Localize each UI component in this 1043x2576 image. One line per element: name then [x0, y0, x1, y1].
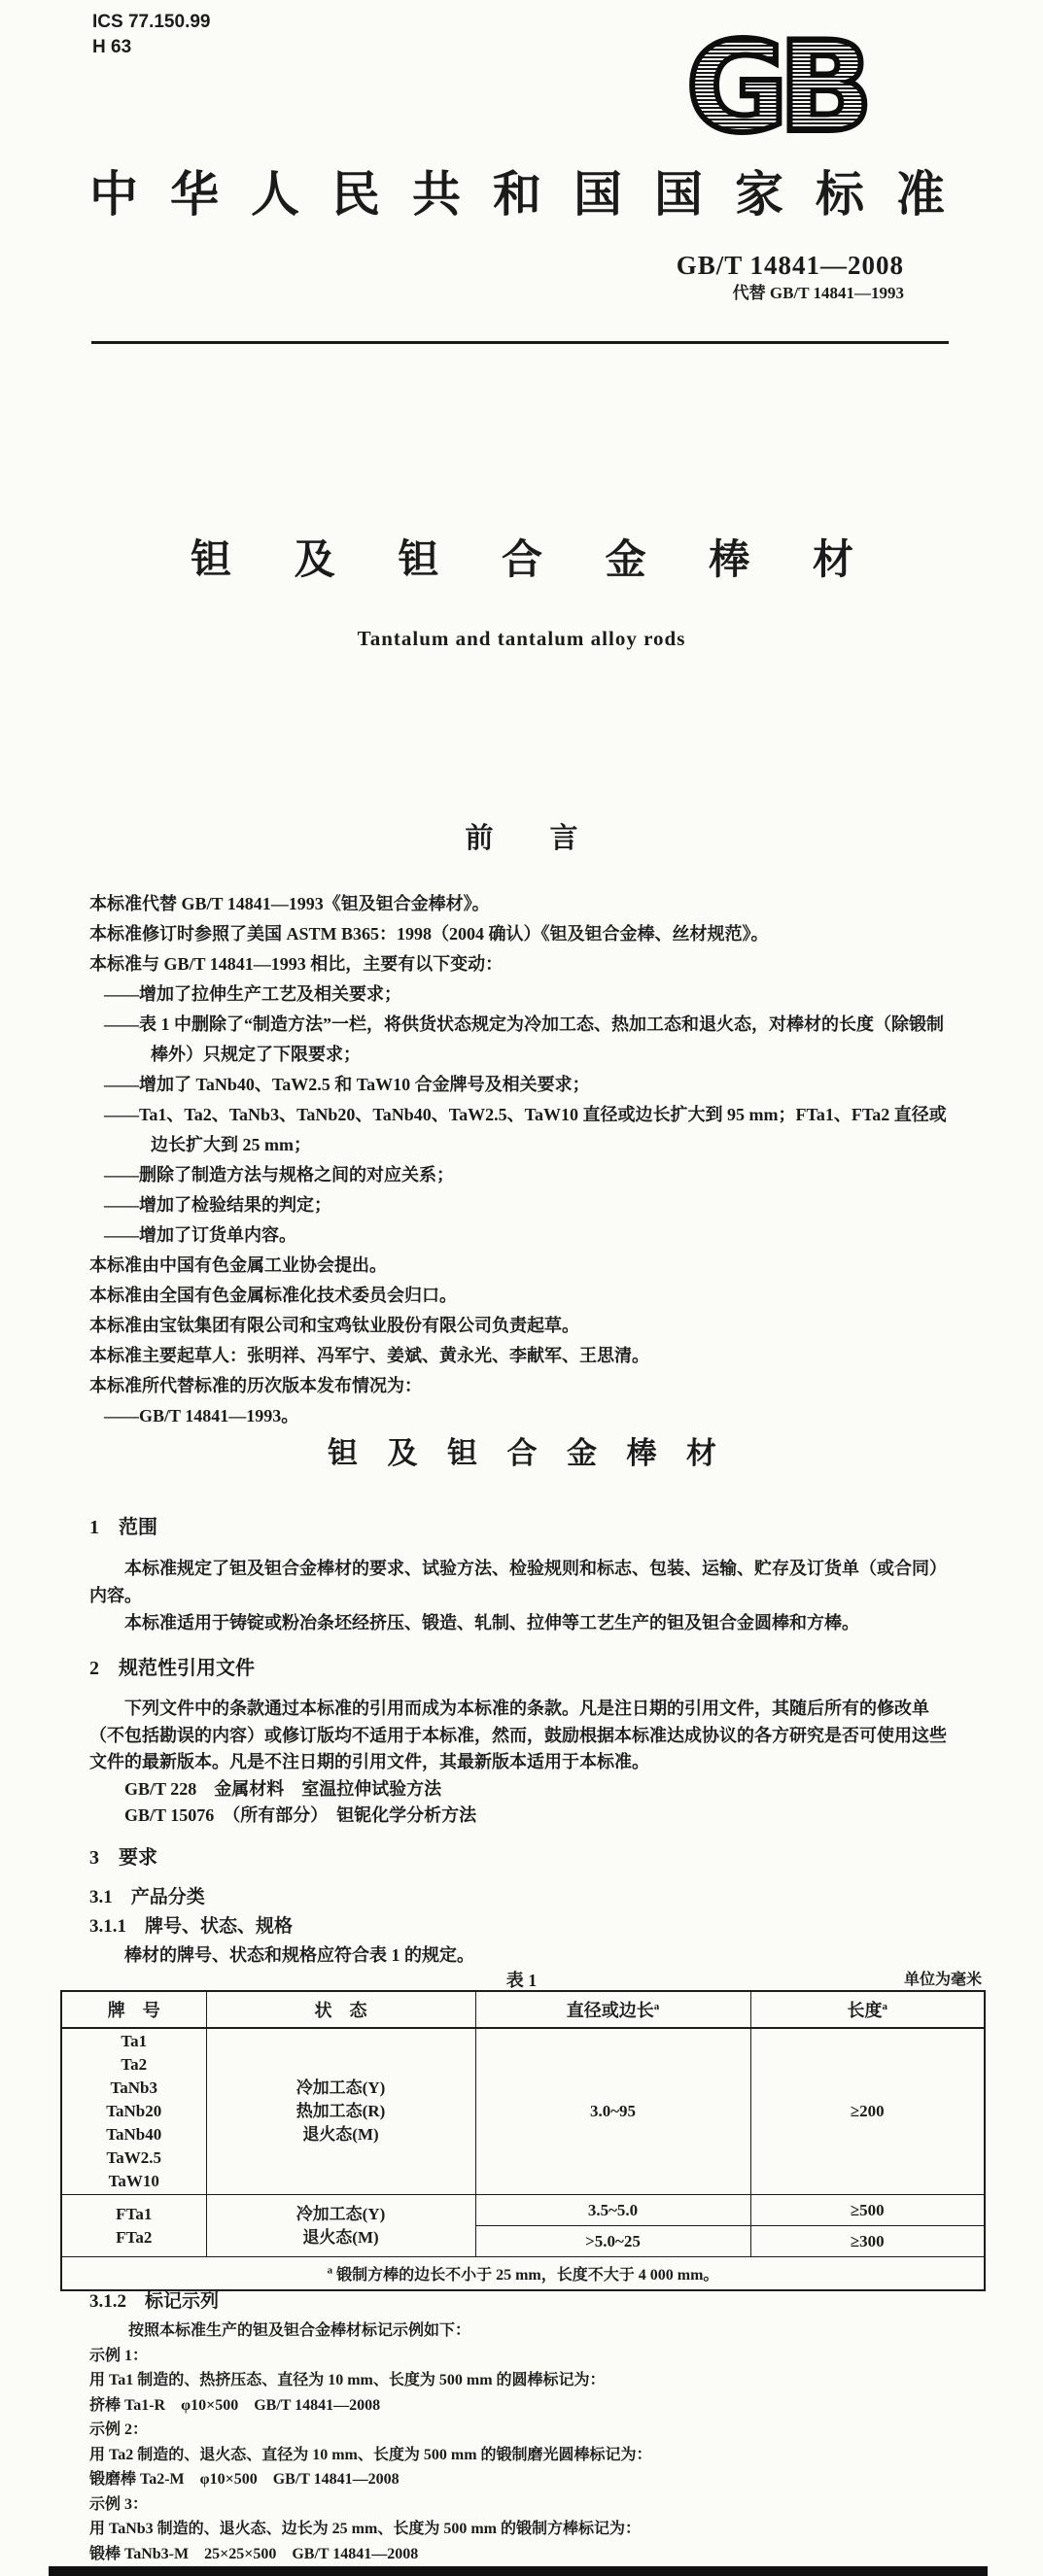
section-1-paragraph: 本标准适用于铸锭或粉冶条坯经挤压、锻造、轧制、拉伸等工艺生产的钽及钽合金圆棒和方棒。 [124, 1613, 859, 1632]
heading-char: 国 [654, 167, 703, 222]
example-label: 示例 3： [89, 2495, 149, 2513]
heading-char: 准 [896, 167, 945, 222]
document-title-en: Tantalum and tantalum alloy rods [357, 627, 686, 650]
body-title-char: 材 [686, 1436, 716, 1470]
state: 冷加工态(Y) [296, 2204, 386, 2223]
length-cell: ≥300 [750, 2226, 985, 2257]
section-1-heading: 1 范围 [89, 1517, 157, 1538]
grade: TaNb20 [106, 2102, 162, 2120]
foreword-line: ——Ta1、Ta2、TaNb3、TaNb20、TaNb40、TaW2.5、TaW10 直径或边长扩大到 95 mm；FTa1、FTa2 直径或边长扩大到 25 mm； [104, 1105, 947, 1154]
table-footnote: $^a$ 锻制方棒的边长不小于 25 mm，长度不大于 4 000 mm。 [61, 2257, 985, 2291]
example-item [89, 2344, 955, 2419]
foreword-heading: 前 言 [465, 823, 578, 854]
state: 退火态(M) [302, 2227, 379, 2247]
body-title-cn [328, 1436, 716, 1471]
foreword-line: 本标准由全国有色金属标准化技术委员会归口。 [89, 1286, 457, 1305]
foreword-line: ——删除了制造方法与规格之间的对应关系； [104, 1165, 454, 1185]
title-char: 钽 [191, 538, 232, 583]
title-char: 钽 [398, 538, 439, 583]
grade: TaNb3 [110, 2078, 157, 2097]
states-cell [206, 2195, 475, 2257]
grade: Ta1 [121, 2032, 148, 2050]
states-cell [206, 2028, 475, 2195]
standard-number: GB/T 14841—2008 [676, 251, 904, 280]
heading-char: 家 [735, 167, 783, 222]
length-cell: ≥500 [750, 2195, 985, 2226]
foreword-line: ——GB/T 14841—1993。 [104, 1406, 299, 1425]
foreword-line: 本标准由中国有色金属工业协会提出。 [89, 1255, 387, 1275]
section-3-heading: 3 要求 [89, 1847, 157, 1869]
table-1 [60, 1990, 986, 2291]
replaces-note: 代替 GB/T 14841—1993 [732, 284, 904, 302]
section-3-1-1-paragraph: 棒材的牌号、状态和规格应符合表 1 的规定。 [124, 1945, 474, 1965]
section-1-body [89, 1555, 957, 1636]
table-1-unit-note: 单位为毫米 [903, 1972, 982, 1988]
title-char: 合 [501, 538, 542, 583]
example-designation: 锻磨棒 Ta2-M φ10×500 GB/T 14841—2008 [89, 2471, 400, 2488]
ics-codes [92, 10, 210, 60]
col-header-grade: 牌 号 [61, 1991, 206, 2028]
grade: TaW2.5 [106, 2148, 162, 2167]
example-item [89, 2418, 955, 2492]
title-char: 金 [605, 538, 646, 583]
document-title-cn [191, 537, 853, 584]
section-2-body [89, 1696, 957, 1830]
example-description: 用 Ta2 制造的、退火态、直径为 10 mm、长度为 500 mm 的锻制磨光圆棒标记为： [89, 2446, 652, 2463]
section-3-1-heading: 3.1 产品分类 [89, 1887, 205, 1907]
heading-char: 和 [493, 167, 541, 222]
section-2-paragraph: 下列文件中的条款通过本标准的引用而成为本标准的条款。凡是注日期的引用文件，其随后所有的修改单（不包括勘误的内容）或修订版均不适用于本标准，然而，鼓励根据本标准达成协议的各方研究是否可使用这些文件的最新版本。凡是不注日期的引用文件，其最新版本适用于本标准。 [89, 1699, 947, 1771]
foreword-line: 本标准与 GB/T 14841—1993 相比，主要有以下变动： [89, 954, 504, 974]
foreword-line: 本标准代替 GB/T 14841—1993《钽及钽合金棒材》。 [89, 894, 490, 913]
col-header-state: 状 态 [206, 1991, 475, 2028]
header-rule [91, 341, 949, 344]
table-1-caption: 表 1 [505, 1971, 538, 1990]
gb-logo [669, 21, 881, 150]
section-3-1-2-heading: 3.1.2 标记示列 [89, 2291, 220, 2312]
gb-logo-text: GB [685, 21, 864, 150]
foreword-line: ——增加了订货单内容。 [104, 1225, 296, 1245]
heading-char: 国 [574, 167, 622, 222]
standard-number-block [677, 251, 904, 303]
section-3-1-1-heading: 3.1.1 牌号、状态、规格 [89, 1916, 294, 1937]
example-item [89, 2492, 955, 2567]
body-title-char: 钽 [328, 1436, 358, 1470]
grade: TaW10 [108, 2172, 159, 2190]
diameter-cell: >5.0~25 [475, 2226, 750, 2257]
examples-list [89, 2344, 955, 2567]
grade: TaNb40 [106, 2125, 162, 2144]
section-2-heading: 2 规范性引用文件 [89, 1658, 255, 1679]
marking-examples [89, 2318, 955, 2566]
normative-ref: GB/T 228 金属材料 室温拉伸试验方法 [124, 1778, 442, 1799]
section-1-paragraph: 本标准规定了钽及钽合金棒材的要求、试验方法、检验规则和标志、包装、运输、贮存及订货单（或合同）内容。 [89, 1559, 947, 1605]
examples-intro: 按照本标准生产的钽及钽合金棒材标记示例如下： [128, 2322, 471, 2339]
foreword-line: ——表 1 中删除了“制造方法”一栏，将供货状态规定为冷加工态、热加工态和退火态，对棒材的长度（除锻制棒外）只规定了下限要求； [104, 1014, 944, 1064]
example-label: 示例 1： [89, 2347, 149, 2364]
example-designation: 挤棒 Ta1-R φ10×500 GB/T 14841—2008 [89, 2396, 381, 2414]
grade: FTa2 [116, 2227, 153, 2247]
grade: Ta2 [121, 2055, 148, 2074]
diameter-cell: 3.5~5.0 [475, 2195, 750, 2226]
section-3-1-1-body [89, 1942, 957, 1968]
heading-char: 标 [816, 167, 864, 222]
grades-cell [61, 2195, 206, 2257]
body-title-char: 金 [567, 1436, 597, 1470]
table-row [61, 2028, 985, 2195]
body-title-char: 及 [387, 1436, 418, 1470]
foreword-line: ——增加了 TaNb40、TaW2.5 和 TaW10 合金牌号及相关要求； [104, 1075, 590, 1094]
example-description: 用 TaNb3 制造的、退火态、边长为 25 mm、长度为 500 mm 的锻制方棒标记为： [89, 2521, 641, 2537]
foreword-line: 本标准修订时参照了美国 ASTM B365：1998（2004 确认）《钽及钽合金棒、丝材规范》。 [89, 924, 769, 944]
foreword-line: ——增加了检验结果的判定； [104, 1195, 331, 1215]
col-header-length: 长度$^a$ [750, 1991, 985, 2028]
title-char: 材 [812, 538, 853, 583]
body-title-char: 棒 [626, 1436, 657, 1470]
foreword-line: 本标准由宝钛集团有限公司和宝鸡钛业股份有限公司负责起草。 [89, 1316, 579, 1335]
heading-char: 中 [89, 167, 138, 222]
grade: FTa1 [116, 2204, 153, 2223]
title-char: 棒 [709, 538, 750, 583]
example-designation: 锻棒 TaNb3-M 25×25×500 GB/T 14841—2008 [89, 2545, 419, 2562]
table-row [61, 2195, 985, 2226]
heading-char: 民 [331, 167, 380, 222]
table-1-header-row [61, 1991, 985, 2028]
bottom-scan-bar [49, 2566, 988, 2576]
diameter-cell: 3.0~95 [475, 2028, 750, 2195]
length-cell: ≥200 [750, 2028, 985, 2195]
title-char: 及 [294, 538, 335, 583]
national-standard-heading [89, 167, 945, 222]
heading-char: 共 [412, 167, 461, 222]
classification-code: H 63 [92, 37, 132, 57]
foreword-body [89, 889, 955, 1431]
foreword-line: 本标准主要起草人：张明祥、冯军宁、姜斌、黄永光、李献军、王思清。 [89, 1346, 649, 1365]
state: 热加工态(R) [296, 2102, 386, 2120]
ics-number: ICS 77.150.99 [92, 12, 211, 32]
foreword-line: 本标准所代替标准的历次版本发布情况为： [89, 1376, 422, 1395]
foreword-line: ——增加了拉伸生产工艺及相关要求； [104, 984, 401, 1004]
table-footnote-row [61, 2257, 985, 2291]
example-description: 用 Ta1 制造的、热挤压态、直径为 10 mm、长度为 500 mm 的圆棒标记为： [89, 2372, 606, 2388]
example-label: 示例 2： [89, 2421, 149, 2438]
normative-ref: GB/T 15076 （所有部分） 钽铌化学分析方法 [124, 1805, 477, 1825]
body-title-char: 钽 [447, 1436, 477, 1470]
state: 冷加工态(Y) [296, 2078, 386, 2097]
heading-char: 人 [251, 167, 299, 222]
col-header-diameter: 直径或边长$^a$ [475, 1991, 750, 2028]
body-title-char: 合 [506, 1436, 538, 1470]
grades-cell [61, 2028, 206, 2195]
state: 退火态(M) [302, 2125, 379, 2144]
heading-char: 华 [170, 167, 219, 222]
